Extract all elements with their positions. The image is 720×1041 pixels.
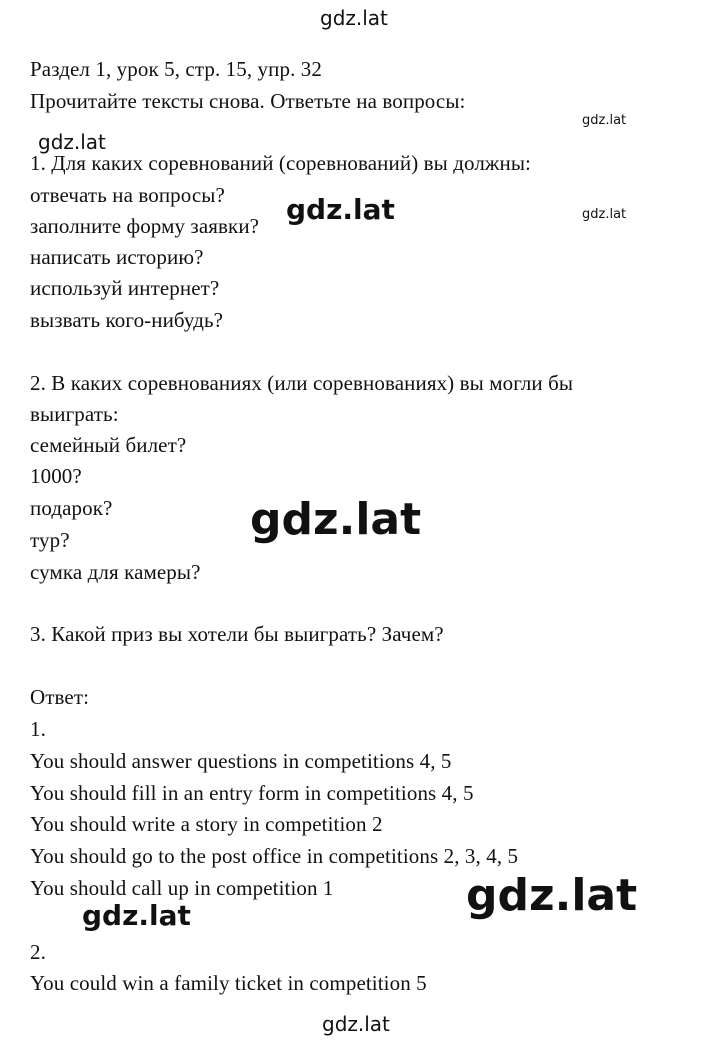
answer-1-item: You should write a story in competition 2 [30, 812, 383, 836]
question-2-item: сумка для камеры? [30, 560, 201, 584]
question-1-item: используй интернет? [30, 276, 220, 300]
question-1-item: вызвать кого-нибудь? [30, 308, 224, 332]
instruction-text: Прочитайте тексты снова. Ответьте на вопросы: [30, 89, 466, 113]
answer-label: Ответ: [30, 685, 90, 709]
question-2-item: семейный билет? [30, 433, 187, 457]
answer-2-item: You could win a family ticket in competition 5 [30, 971, 427, 995]
watermark-center-big: gdz.lat [250, 494, 422, 545]
question-1-item: заполните форму заявки? [30, 214, 260, 238]
watermark-bottom: gdz.lat [322, 1012, 390, 1036]
watermark-right-big: gdz.lat [466, 870, 638, 921]
answer-1-item: You should call up in competition 1 [30, 876, 334, 900]
watermark-right-2: gdz.lat [582, 207, 627, 222]
question-2-title-cont: выиграть: [30, 402, 119, 426]
question-1-title: 1. Для каких соревнований (соревнований) вы должны: [30, 151, 531, 175]
question-1-item: написать историю? [30, 245, 204, 269]
answer-1-item: You should fill in an entry form in competitions 4, 5 [30, 781, 474, 805]
answer-1-item: You should answer questions in competitions 4, 5 [30, 749, 452, 773]
question-2-item: 1000? [30, 464, 82, 488]
answer-1-number: 1. [30, 717, 46, 741]
watermark-right-1: gdz.lat [582, 113, 627, 128]
question-2-item: подарок? [30, 496, 113, 520]
watermark-left-1: gdz.lat [38, 130, 106, 154]
watermark-top: gdz.lat [320, 6, 388, 30]
watermark-bold-1: gdz.lat [286, 193, 395, 226]
watermark-left-mid: gdz.lat [82, 899, 191, 932]
section-header: Раздел 1, урок 5, стр. 15, упр. 32 [30, 57, 322, 81]
question-2-item: тур? [30, 528, 70, 552]
answer-1-item: You should go to the post office in competitions 2, 3, 4, 5 [30, 844, 519, 868]
question-1-item: отвечать на вопросы? [30, 183, 225, 207]
question-2-title: 2. В каких соревнованиях (или соревнованиях) вы могли бы [30, 371, 574, 395]
answer-2-number: 2. [30, 940, 46, 964]
question-3-title: 3. Какой приз вы хотели бы выиграть? Зачем? [30, 622, 444, 646]
